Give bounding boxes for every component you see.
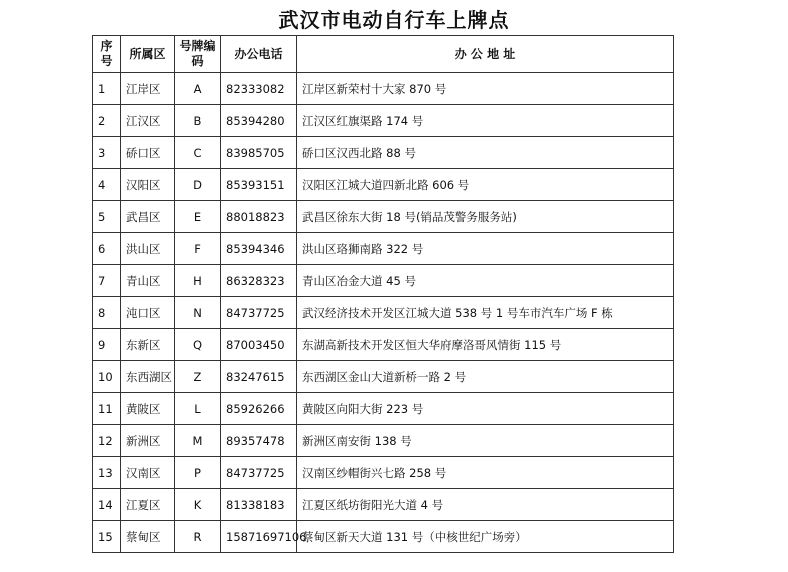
- row-address: 黄陂区向阳大街 223 号: [297, 393, 674, 425]
- registration-points-table: [92, 35, 674, 553]
- row-index: 7: [93, 265, 121, 297]
- row-district: 黄陂区: [121, 393, 175, 425]
- table-header-row: [93, 36, 674, 73]
- header-phone: 办公电话: [221, 36, 297, 73]
- row-phone: 81338183: [221, 489, 297, 521]
- table-body: [93, 73, 674, 553]
- row-district: 江夏区: [121, 489, 175, 521]
- row-phone: 85926266: [221, 393, 297, 425]
- table-row: [93, 201, 674, 233]
- row-address: 汉阳区江城大道四新北路 606 号: [297, 169, 674, 201]
- row-plate-code: M: [175, 425, 221, 457]
- row-index: 9: [93, 329, 121, 361]
- row-address: 武昌区徐东大街 18 号(销品茂警务服务站): [297, 201, 674, 233]
- row-phone: 85393151: [221, 169, 297, 201]
- table-row: [93, 489, 674, 521]
- row-address: 新洲区南安街 138 号: [297, 425, 674, 457]
- row-plate-code: K: [175, 489, 221, 521]
- row-index: 5: [93, 201, 121, 233]
- row-index: 1: [93, 73, 121, 105]
- row-phone: 82333082: [221, 73, 297, 105]
- row-address: 江汉区红旗渠路 174 号: [297, 105, 674, 137]
- row-index: 15: [93, 521, 121, 553]
- row-index: 11: [93, 393, 121, 425]
- table-row: [93, 329, 674, 361]
- table-row: [93, 361, 674, 393]
- row-index: 12: [93, 425, 121, 457]
- row-phone: 83247615: [221, 361, 297, 393]
- row-district: 东新区: [121, 329, 175, 361]
- table-row: [93, 297, 674, 329]
- row-address: 汉南区纱帽街兴七路 258 号: [297, 457, 674, 489]
- row-phone: 83985705: [221, 137, 297, 169]
- row-index: 6: [93, 233, 121, 265]
- row-district: 硚口区: [121, 137, 175, 169]
- row-phone: 85394280: [221, 105, 297, 137]
- row-district: 江岸区: [121, 73, 175, 105]
- row-index: 14: [93, 489, 121, 521]
- row-plate-code: Z: [175, 361, 221, 393]
- row-index: 2: [93, 105, 121, 137]
- row-plate-code: B: [175, 105, 221, 137]
- row-phone: 89357478: [221, 425, 297, 457]
- row-address: 青山区冶金大道 45 号: [297, 265, 674, 297]
- table-row: [93, 137, 674, 169]
- row-address: 武汉经济技术开发区江城大道 538 号 1 号车市汽车广场 F 栋: [297, 297, 674, 329]
- header-district: 所属区: [121, 36, 175, 73]
- row-index: 8: [93, 297, 121, 329]
- row-plate-code: Q: [175, 329, 221, 361]
- table-row: [93, 233, 674, 265]
- page-title: 武汉市电动自行车上牌点: [278, 8, 510, 32]
- row-address: 东湖高新技术开发区恒大华府摩洛哥风情街 115 号: [297, 329, 674, 361]
- row-district: 蔡甸区: [121, 521, 175, 553]
- row-phone: 85394346: [221, 233, 297, 265]
- row-district: 沌口区: [121, 297, 175, 329]
- row-phone: 87003450: [221, 329, 297, 361]
- header-index: 序号: [93, 36, 121, 73]
- row-index: 13: [93, 457, 121, 489]
- table-row: [93, 73, 674, 105]
- row-phone: 84737725: [221, 457, 297, 489]
- row-district: 江汉区: [121, 105, 175, 137]
- table-row: [93, 521, 674, 553]
- row-address: 江岸区新荣村十大家 870 号: [297, 73, 674, 105]
- row-phone: 15871697106: [221, 521, 297, 553]
- row-plate-code: E: [175, 201, 221, 233]
- row-district: 青山区: [121, 265, 175, 297]
- row-address: 蔡甸区新天大道 131 号（中核世纪广场旁）: [297, 521, 674, 553]
- row-district: 武昌区: [121, 201, 175, 233]
- table-row: [93, 265, 674, 297]
- row-plate-code: H: [175, 265, 221, 297]
- table-row: [93, 457, 674, 489]
- row-district: 汉阳区: [121, 169, 175, 201]
- row-index: 10: [93, 361, 121, 393]
- row-address: 江夏区纸坊街阳光大道 4 号: [297, 489, 674, 521]
- row-index: 4: [93, 169, 121, 201]
- table-row: [93, 105, 674, 137]
- row-district: 洪山区: [121, 233, 175, 265]
- row-district: 汉南区: [121, 457, 175, 489]
- header-address: 办 公 地 址: [297, 36, 674, 73]
- row-plate-code: N: [175, 297, 221, 329]
- row-address: 东西湖区金山大道新桥一路 2 号: [297, 361, 674, 393]
- row-district: 新洲区: [121, 425, 175, 457]
- row-index: 3: [93, 137, 121, 169]
- row-district: 东西湖区: [121, 361, 175, 393]
- row-phone: 84737725: [221, 297, 297, 329]
- row-phone: 88018823: [221, 201, 297, 233]
- row-phone: 86328323: [221, 265, 297, 297]
- row-plate-code: P: [175, 457, 221, 489]
- table-row: [93, 169, 674, 201]
- row-address: 硚口区汉西北路 88 号: [297, 137, 674, 169]
- table-row: [93, 425, 674, 457]
- row-plate-code: F: [175, 233, 221, 265]
- row-plate-code: D: [175, 169, 221, 201]
- table-row: [93, 393, 674, 425]
- row-plate-code: R: [175, 521, 221, 553]
- row-plate-code: A: [175, 73, 221, 105]
- row-plate-code: L: [175, 393, 221, 425]
- row-address: 洪山区珞狮南路 322 号: [297, 233, 674, 265]
- header-plate-code: 号牌编码: [175, 36, 221, 73]
- row-plate-code: C: [175, 137, 221, 169]
